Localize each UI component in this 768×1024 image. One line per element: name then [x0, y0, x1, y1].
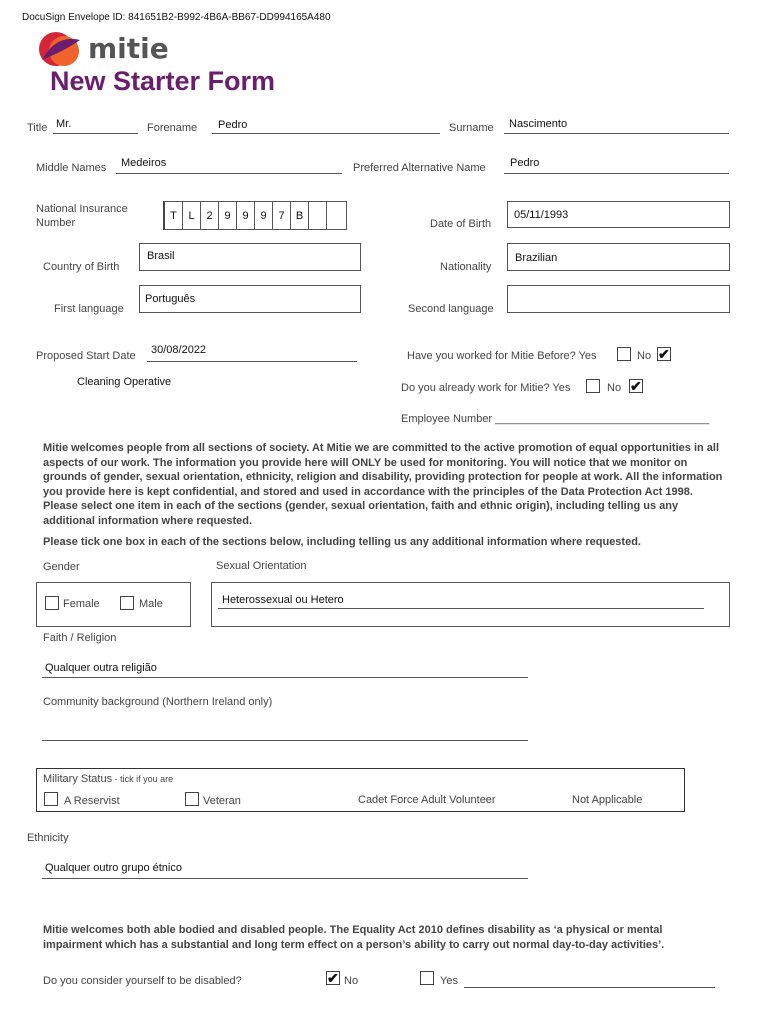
employee-number-label[interactable]: Employee Number ___________________________________	[401, 413, 710, 425]
second-language-label: Second language	[408, 303, 494, 315]
ethnicity-value[interactable]: Qualquer outro grupo étnico	[45, 862, 182, 874]
ni-char: 7	[273, 202, 291, 230]
form-title: New Starter Form	[50, 66, 276, 96]
surname-value[interactable]: Nascimento	[509, 118, 568, 130]
gender-box	[36, 582, 191, 627]
dob-field[interactable]	[507, 201, 730, 228]
military-status-title: Military Status	[43, 773, 113, 785]
disabled-no-checkbox[interactable]	[326, 971, 340, 985]
faith-value[interactable]: Qualquer outra religião	[45, 662, 157, 674]
nationality-value: Brazilian	[515, 252, 558, 264]
second-language-field[interactable]	[507, 285, 730, 313]
community-label: Community background (Northern Ireland only)	[43, 696, 273, 708]
checkmark-icon: ✔	[630, 378, 642, 394]
military-status-hint: - tick if you are	[112, 774, 174, 784]
title-value[interactable]: Mr.	[56, 118, 72, 130]
disabled-yes-checkbox[interactable]	[420, 971, 434, 985]
gender-female-label: Female	[63, 598, 100, 610]
ni-char: L	[183, 202, 201, 230]
title-underline	[53, 133, 138, 134]
ethnicity-underline	[42, 878, 528, 879]
middle-names-value[interactable]: Medeiros	[121, 157, 167, 169]
checkmark-icon: ✔	[658, 346, 670, 362]
tick-instruction: Please tick one box in each of the sections below, including telling us any additional information where requested.	[43, 536, 641, 548]
forename-label: Forename	[147, 122, 198, 134]
equal-opportunities-paragraph: Mitie welcomes people from all sections of society. At Mitie we are committed to the active promotion of equal opportunities in all aspects of our work. The information you provide here will ONLY be used for monitoring. You will notice that we monitor on grounds of gender, sexual orientation, ethnicity, religion and disability, providing protection for people at work. All the information you provide here is kept confidential, and stored and used in accordance with the principles of the Data Protection Act 1998. Please select one item in each of the sections (gender, sexual orientation, faith and ethnic origin), including telling us any additional information where requested.	[43, 442, 723, 527]
checkmark-icon: ✔	[327, 970, 339, 986]
ni-char: 9	[255, 202, 273, 230]
first-language-field[interactable]	[139, 285, 361, 313]
faith-underline	[42, 677, 528, 678]
military-cadet-label[interactable]: Cadet Force Adult Volunteer	[358, 794, 496, 806]
faith-label: Faith / Religion	[43, 632, 117, 644]
military-status-label	[43, 773, 173, 785]
start-date-underline	[147, 361, 357, 362]
dob-label: Date of Birth	[430, 218, 492, 230]
already-work-label: Do you already work for Mitie? Yes	[401, 382, 571, 394]
worked-before-no-label: No	[637, 350, 652, 362]
ni-char: B	[291, 202, 309, 230]
ni-label-line1: National Insurance	[36, 203, 128, 215]
ni-char	[309, 202, 327, 230]
forename-value[interactable]: Pedro	[218, 119, 248, 131]
start-date-value[interactable]: 30/08/2022	[151, 344, 207, 356]
middle-names-underline	[116, 173, 342, 174]
worked-before-no-checkbox[interactable]	[657, 347, 671, 361]
ni-char: T	[165, 202, 183, 230]
worked-before-yes-checkbox[interactable]	[617, 347, 631, 361]
worked-before-label: Have you worked for Mitie Before? Yes	[407, 350, 597, 362]
ni-char: 9	[237, 202, 255, 230]
sexual-orientation-label: Sexual Orientation	[216, 560, 307, 572]
community-underline	[42, 740, 528, 741]
gender-female-checkbox[interactable]	[45, 596, 59, 610]
gender-male-checkbox[interactable]	[120, 596, 134, 610]
military-reservist-checkbox[interactable]	[44, 792, 58, 806]
gender-male-label: Male	[139, 598, 163, 610]
disabled-yes-underline	[464, 987, 715, 988]
mitie-logo-mark	[34, 30, 84, 70]
surname-label: Surname	[449, 122, 494, 134]
ni-label-line2: Number	[36, 217, 76, 229]
already-work-no-checkbox[interactable]	[629, 379, 643, 393]
disabled-no-label: No	[344, 975, 359, 987]
military-not-applicable-label[interactable]: Not Applicable	[572, 794, 643, 806]
nationality-label: Nationality	[440, 261, 492, 273]
preferred-name-underline	[504, 173, 729, 174]
disabled-yes-label: Yes	[440, 975, 458, 987]
ni-char: 9	[219, 202, 237, 230]
disability-paragraph: Mitie welcomes both able bodied and disabled people. The Equality Act 2010 defines disability as ‘a physical or mental impairment which has a substantial and long term effect on a person’s ability to carry out normal day-to-day activities’.	[43, 924, 665, 951]
envelope-id: DocuSign Envelope ID: 841651B2-B992-4B6A-BB67-DD994165A480	[22, 12, 331, 23]
ni-number-boxes[interactable]	[163, 201, 347, 230]
military-reservist-label: A Reservist	[64, 795, 120, 807]
start-date-label: Proposed Start Date	[36, 350, 136, 362]
forename-underline	[212, 133, 440, 134]
already-work-yes-checkbox[interactable]	[586, 379, 600, 393]
gender-label: Gender	[43, 561, 80, 573]
disabled-question: Do you consider yourself to be disabled?	[43, 975, 242, 987]
preferred-name-label: Preferred Alternative Name	[353, 162, 486, 174]
ni-char: 2	[201, 202, 219, 230]
surname-underline	[504, 133, 729, 134]
ethnicity-label: Ethnicity	[27, 832, 69, 844]
military-veteran-label: Veteran	[203, 795, 241, 807]
first-language-label: First language	[54, 303, 124, 315]
dob-value: 05/11/1993	[514, 209, 569, 221]
country-field[interactable]	[139, 243, 361, 271]
preferred-name-value[interactable]: Pedro	[510, 157, 540, 169]
military-veteran-checkbox[interactable]	[185, 792, 199, 806]
sexual-orientation-value[interactable]: Heterossexual ou Hetero	[222, 594, 344, 606]
country-label: Country of Birth	[43, 261, 120, 273]
role-value: Cleaning Operative	[77, 376, 172, 388]
middle-names-label: Middle Names	[36, 162, 107, 174]
first-language-value: Português	[145, 293, 196, 305]
nationality-field[interactable]	[507, 243, 730, 271]
already-work-no-label: No	[607, 382, 622, 394]
sexual-orientation-underline	[218, 608, 704, 609]
mitie-logo	[34, 30, 174, 70]
country-value: Brasil	[147, 250, 175, 262]
title-label: Title	[27, 122, 48, 134]
mitie-logo-text: mitie	[88, 32, 169, 65]
